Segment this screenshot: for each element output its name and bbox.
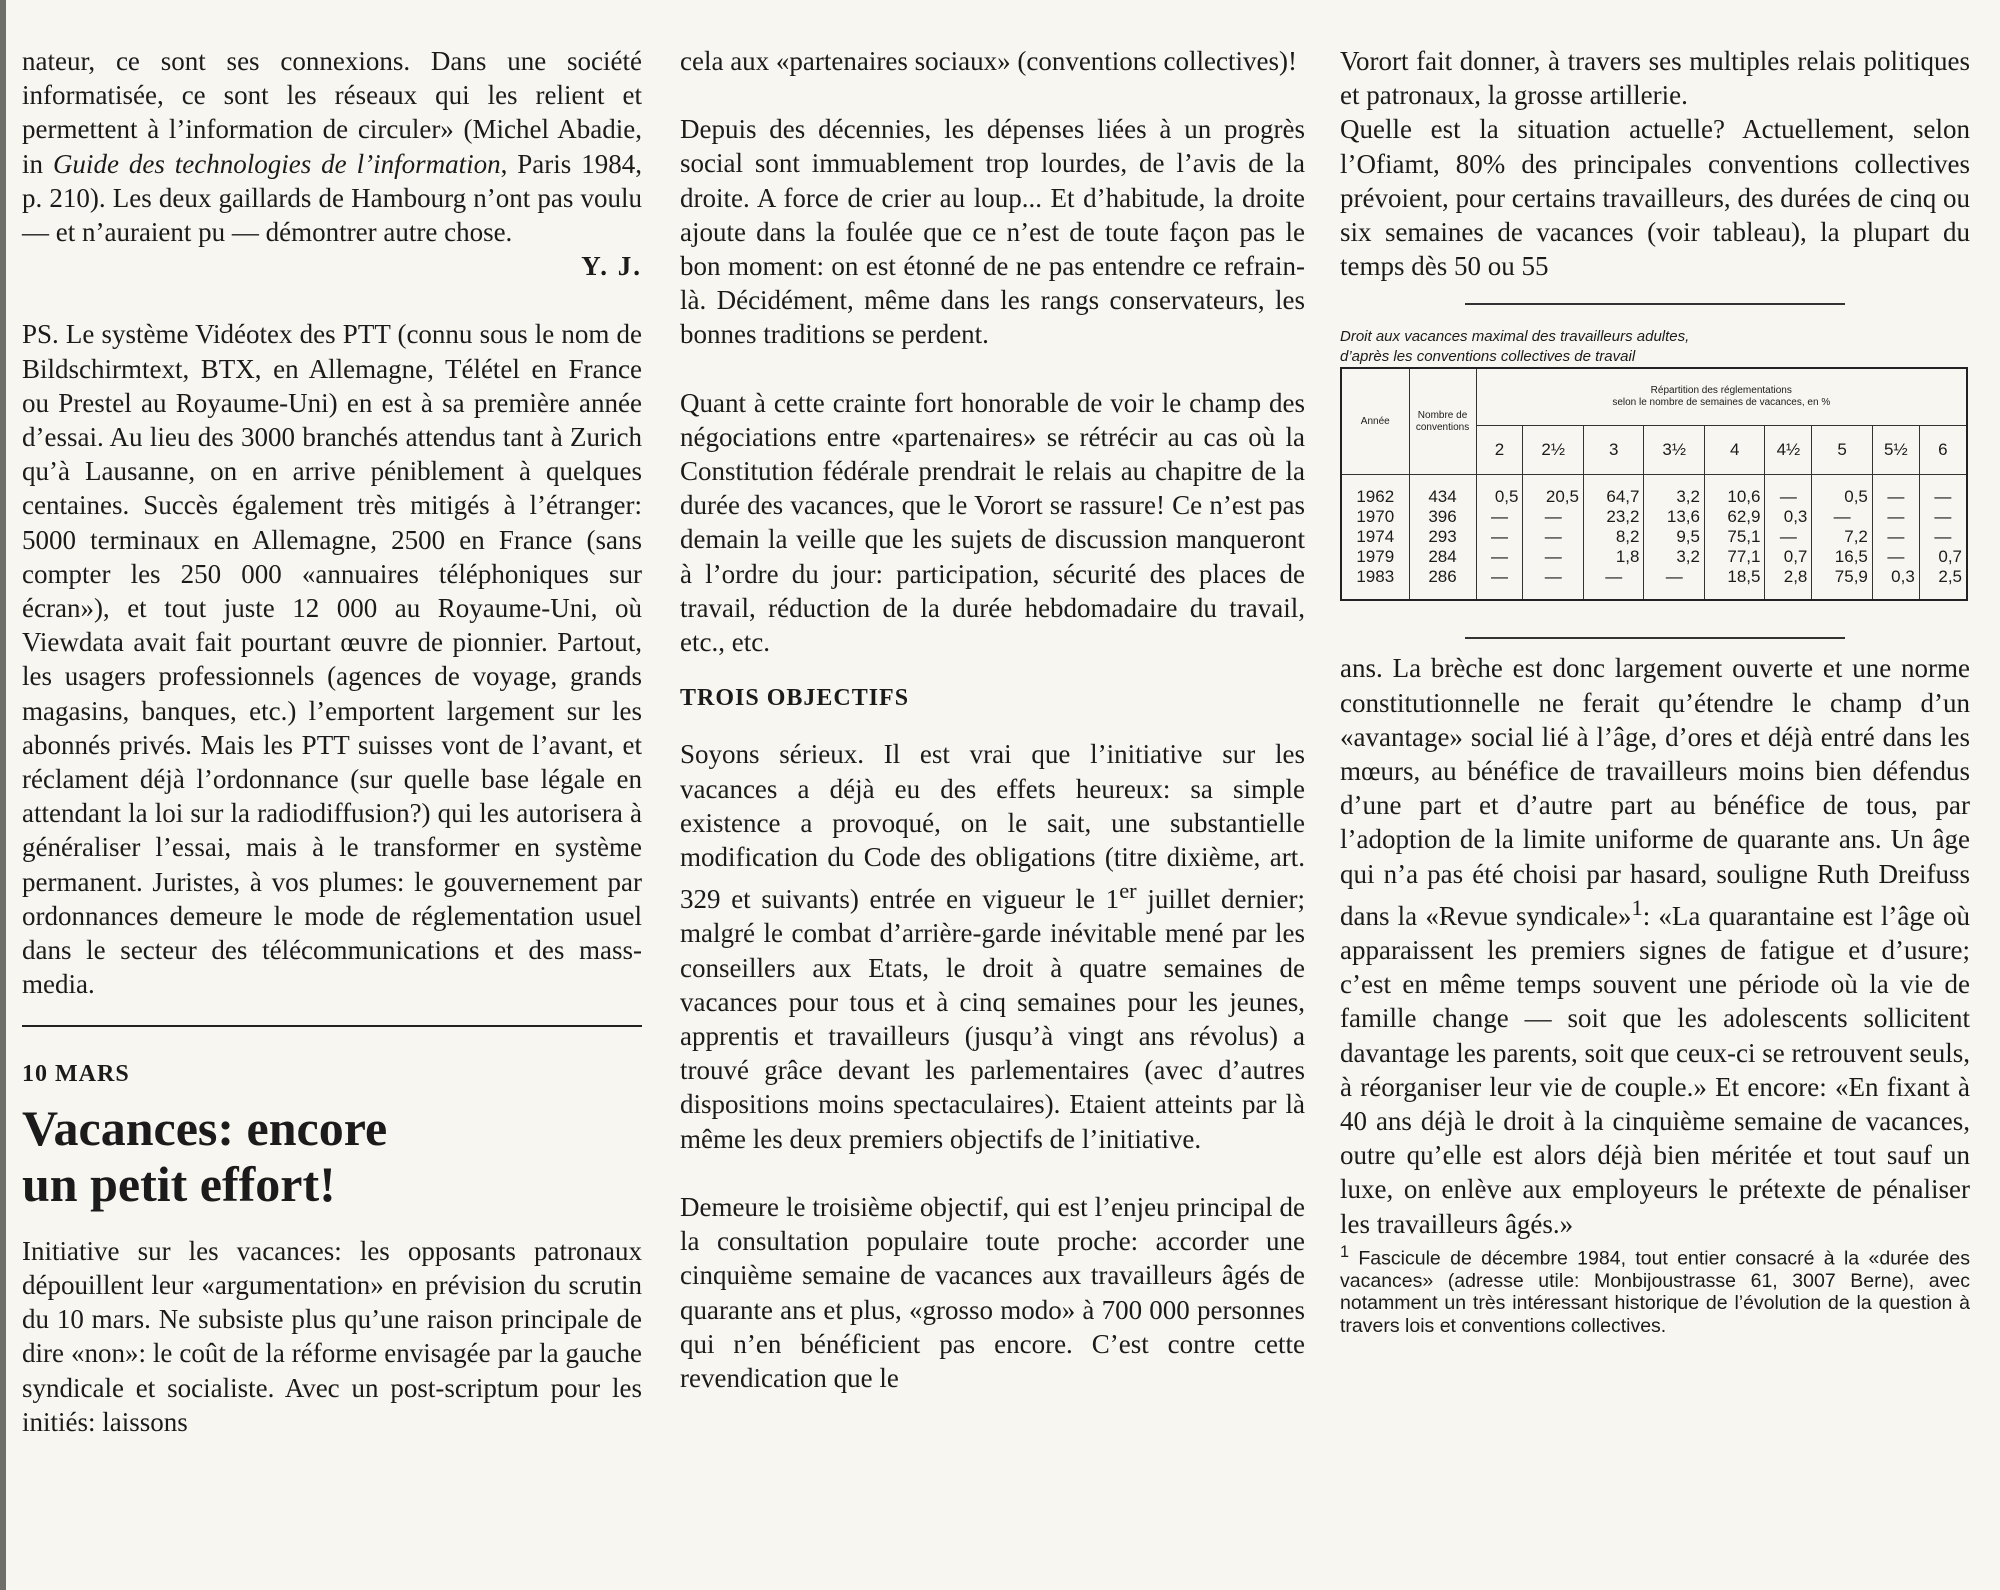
value-cell: — xyxy=(1476,547,1523,567)
table-row xyxy=(1341,547,1967,567)
value-cell: 62,9 xyxy=(1704,507,1765,527)
value-cell: 0,7 xyxy=(1765,547,1812,567)
value-cell: — xyxy=(1812,507,1873,527)
article-paragraph: Vorort fait donner, à travers ses multiples relais politiques et patronaux, la grosse artillerie. xyxy=(1340,46,1970,111)
column-2 xyxy=(680,44,1305,1395)
value-cell: — xyxy=(1872,547,1919,567)
week-header: 4½ xyxy=(1765,426,1812,475)
col-count-header: Nombre de conventions xyxy=(1409,368,1476,475)
week-header: 6 xyxy=(1919,426,1967,475)
table-bottom-rule xyxy=(1465,637,1845,639)
footnote: $^1$ Fascicule de décembre 1984, tout entier consacré à la «durée des vacances» (adresse utile: Monbijoustrasse 61, 3007 Berne), avec notamment un très intéressant historique de l’évolution de la question à travers lois et conventions collectives. xyxy=(1340,1242,1970,1337)
count-cell: 286 xyxy=(1409,567,1476,600)
value-cell: 8,2 xyxy=(1583,527,1644,547)
value-cell: 75,1 xyxy=(1704,527,1765,547)
week-header: 2 xyxy=(1476,426,1523,475)
value-cell: 0,7 xyxy=(1919,547,1967,567)
section-heading: TROIS OBJECTIFS xyxy=(680,685,910,712)
table-row xyxy=(1341,487,1967,507)
value-cell: — xyxy=(1872,507,1919,527)
week-header: 2½ xyxy=(1523,426,1584,475)
value-cell: — xyxy=(1919,507,1967,527)
col-year-header: Année xyxy=(1360,415,1390,427)
value-cell: 18,5 xyxy=(1704,567,1765,600)
week-header: 4 xyxy=(1704,426,1765,475)
value-cell: 23,2 xyxy=(1583,507,1644,527)
year-cell: 1970 xyxy=(1356,507,1395,527)
count-cell: 434 xyxy=(1409,487,1476,507)
value-cell: — xyxy=(1644,567,1705,600)
year-cell: 1983 xyxy=(1356,567,1395,587)
value-cell: 16,5 xyxy=(1812,547,1873,567)
article-paragraph: nateur, ce sont ses connexions. Dans une société informatisée, ce sont les réseaux qui les relient et permettent à l’information de circuler» (Michel Abadie, in Guide des technologies de l’information, Paris 1984, p. 210). Les deux gaillards de Hambourg n’ont pas voulu — et n’auraient pu — démontrer autre chose. xyxy=(22,46,642,248)
page-edge xyxy=(0,0,6,1590)
value-cell: 0,5 xyxy=(1812,487,1873,507)
year-cell: 1974 xyxy=(1356,527,1395,547)
count-cell: 293 xyxy=(1409,527,1476,547)
table-top-rule xyxy=(1465,303,1845,305)
article-lead: Initiative sur les vacances: les opposants patronaux dépouillent leur «argumentation» en prévision du scrutin du 10 mars. Ne subsiste plus qu’une raison principale de dire «non»: le coût de la réforme envisagée par la gauche syndicale et socialiste. Avec un post-scriptum pour les initiés: laissons xyxy=(22,1235,642,1437)
article-date: 10 MARS xyxy=(22,1061,130,1088)
value-cell: 1,8 xyxy=(1583,547,1644,567)
value-cell: — xyxy=(1476,507,1523,527)
value-cell: — xyxy=(1872,527,1919,547)
value-cell: — xyxy=(1583,567,1644,600)
table-row xyxy=(1341,507,1967,527)
article-headline: Vacances: encore un petit effort! xyxy=(22,1099,388,1212)
article-paragraph: Demeure le troisième objectif, qui est l’enjeu principal de la consultation populaire toute proche: accorder une cinquième semaine de vacances aux travailleurs âgés de quarante ans et plus, «grosso modo» à 700 000 personnes qui n’en bénéficient pas encore. C’est contre cette revendication que le xyxy=(680,1191,1305,1393)
week-header: 3 xyxy=(1583,426,1644,475)
article-paragraph: Quant à cette crainte fort honorable de voir le champ des négociations entre «partenaires» se rétrécir au cas où la Constitution fédérale prendrait le relais au chapitre de la durée des vacances, que le Vorort se rassure! Ce n’est pas demain la veille que les sujets de discussion manqueront à l’ordre du jour: participation, sécurité des places de travail, réduction de la durée hebdomadaire du travail, etc., etc. xyxy=(680,387,1305,658)
value-cell: 77,1 xyxy=(1704,547,1765,567)
value-cell: 0,3 xyxy=(1872,567,1919,600)
value-cell: 13,6 xyxy=(1644,507,1705,527)
value-cell: — xyxy=(1919,527,1967,547)
value-cell: 3,2 xyxy=(1644,487,1705,507)
value-cell: — xyxy=(1476,567,1523,600)
article-paragraph: Depuis des décennies, les dépenses liées à un progrès social sont immuablement trop lourdes, de l’avis de la droite. A force de crier au loup... Et d’habitude, la droite ajoute dans la foulée que ce n’est de toute façon pas le bon moment: on est étonné de ne pas entendre ce refrain-là. Décidément, même dans les rangs conservateurs, les bonnes traditions se perdent. xyxy=(680,114,1305,350)
article-paragraph: Soyons sérieux. Il est vrai que l’initiative sur les vacances a déjà eu des effets heureux: sa simple existence a provoqué, on le sait, une substantielle modification du Code des obligations (titre dixième, art. 329 et suivants) entrée en vigueur le 1er juillet dernier; malgré le combat d’arrière-garde inévitable mené par les conseillers aux Etats, le droit à quatre semaines de vacances pour tous et à cinq semaines pour les jeunes, apprentis et travailleurs (jusqu’à vingt ans révolus) a trouvé grâce devant les parlementaires (avec d’autres dispositions moins spectaculaires). Etaient atteints par là même les deux premiers objectifs de l’initiative. xyxy=(680,739,1305,1154)
value-cell: 75,9 xyxy=(1812,567,1873,600)
vacation-table xyxy=(1340,367,1968,601)
column-3 xyxy=(1340,44,1970,1337)
value-cell: 2,5 xyxy=(1919,567,1967,600)
value-cell: — xyxy=(1523,527,1584,547)
table-caption: Droit aux vacances maximal des travailleurs adultes, d’après les conventions collectives de travail xyxy=(1340,328,1690,366)
value-cell: 7,2 xyxy=(1812,527,1873,547)
value-cell: — xyxy=(1872,487,1919,507)
value-cell: 9,5 xyxy=(1644,527,1705,547)
year-cell: 1962 xyxy=(1356,487,1395,507)
value-cell: 64,7 xyxy=(1583,487,1644,507)
author-signature: Y. J. xyxy=(581,251,642,282)
table-row xyxy=(1341,527,1967,547)
value-cell: — xyxy=(1523,567,1584,600)
column-1 xyxy=(22,44,642,1439)
postscript-paragraph: PS. Le système Vidéotex des PTT (connu sous le nom de Bildschirmtext, BTX, en Allemagne, Télétel en France ou Prestel au Royaume-Uni) en est à sa première année d’essai. Au lieu des 3000 branchés attendus tant à Zurich qu’à Lausanne, on en arrive péniblement à quelques centaines. Succès également très mitigés à l’étranger: 5000 terminaux en Allemagne, 2500 en France (sans compter les 250 000 «annuaires téléphoniques sur écran»), et tout juste 12 000 au Royaume-Uni, où Viewdata avait fait pourtant œuvre de pionnier. Partout, les usagers professionnels (agences de voyage, grands magasins, banques, etc.) l’emportent largement sur les abonnés privés. Mais les PTT suisses vont de l’avant, et réclament déjà l’ordonnance (sur quelle base légale en attendant la loi sur la radiodiffusion?) qui les autorisera à généraliser l’essai, mais à le transformer en système permanent. Juristes, à vos plumes: le gouvernement par ordonnances demeure le mode de réglementation usuel dans le secteur des télécommunications et des mass-media. xyxy=(22,319,642,1000)
value-cell: 20,5 xyxy=(1523,487,1584,507)
value-cell: 2,8 xyxy=(1765,567,1812,600)
article-paragraph: Quelle est la situation actuelle? Actuellement, selon l’Ofiamt, 80% des principales conventions collectives prévoient, pour certains travailleurs, des durées de cinq ou six semaines de vacances (voir tableau), la plupart du temps dès 50 ou 55 xyxy=(1340,114,1970,282)
count-cell: 396 xyxy=(1409,507,1476,527)
value-cell: — xyxy=(1476,527,1523,547)
col-group-header: Répartition des réglementations selon le nombre de semaines de vacances, en % xyxy=(1476,368,1967,426)
book-title: Guide des technologies de l’information xyxy=(52,148,501,179)
value-cell: — xyxy=(1765,487,1812,507)
value-cell: 0,3 xyxy=(1765,507,1812,527)
year-cell: 1979 xyxy=(1356,547,1395,567)
section-divider xyxy=(22,1025,642,1027)
value-cell: — xyxy=(1765,527,1812,547)
week-header: 5½ xyxy=(1872,426,1919,475)
article-paragraph: cela aux «partenaires sociaux» (conventions collectives)! xyxy=(680,46,1297,76)
count-cell: 284 xyxy=(1409,547,1476,567)
article-paragraph: ans. La brèche est donc largement ouverte et une norme constitutionnelle ne ferait qu’étendre le champ d’un «avantage» social lié à l’âge, d’ores et déjà entré dans les mœurs, au bénéfice de travailleurs moins bien défendus d’une part et d’autre part au bénéfice de tous, par l’adoption de la limite uniforme de quarante ans. Un âge qui n’a pas été choisi par hasard, souligne Ruth Dreifuss dans la «Revue syndicale»$^1$: «La quarantaine est l’âge où apparaissent les premiers signes de fatigue et d’usure; c’est en même temps souvent une période où la vie de famille change — soit que les adolescents sollicitent davantage les parents, soit que ceux-ci se retrouvent seuls, à réorganiser leur vie de couple.» Et encore: «En fixant à 40 ans déjà le droit à la cinquième semaine de vacances, outre qu’elle est alors déjà bien méritée et tout sauf un luxe, on enlève aux employeurs le prétexte de pénaliser les travailleurs âgés.» xyxy=(1340,653,1970,1239)
value-cell: — xyxy=(1523,547,1584,567)
value-cell: 0,5 xyxy=(1476,487,1523,507)
value-cell: — xyxy=(1523,507,1584,527)
week-header: 3½ xyxy=(1644,426,1705,475)
week-header: 5 xyxy=(1812,426,1873,475)
value-cell: 10,6 xyxy=(1704,487,1765,507)
value-cell: — xyxy=(1919,487,1967,507)
table-row xyxy=(1341,567,1967,600)
value-cell: 3,2 xyxy=(1644,547,1705,567)
